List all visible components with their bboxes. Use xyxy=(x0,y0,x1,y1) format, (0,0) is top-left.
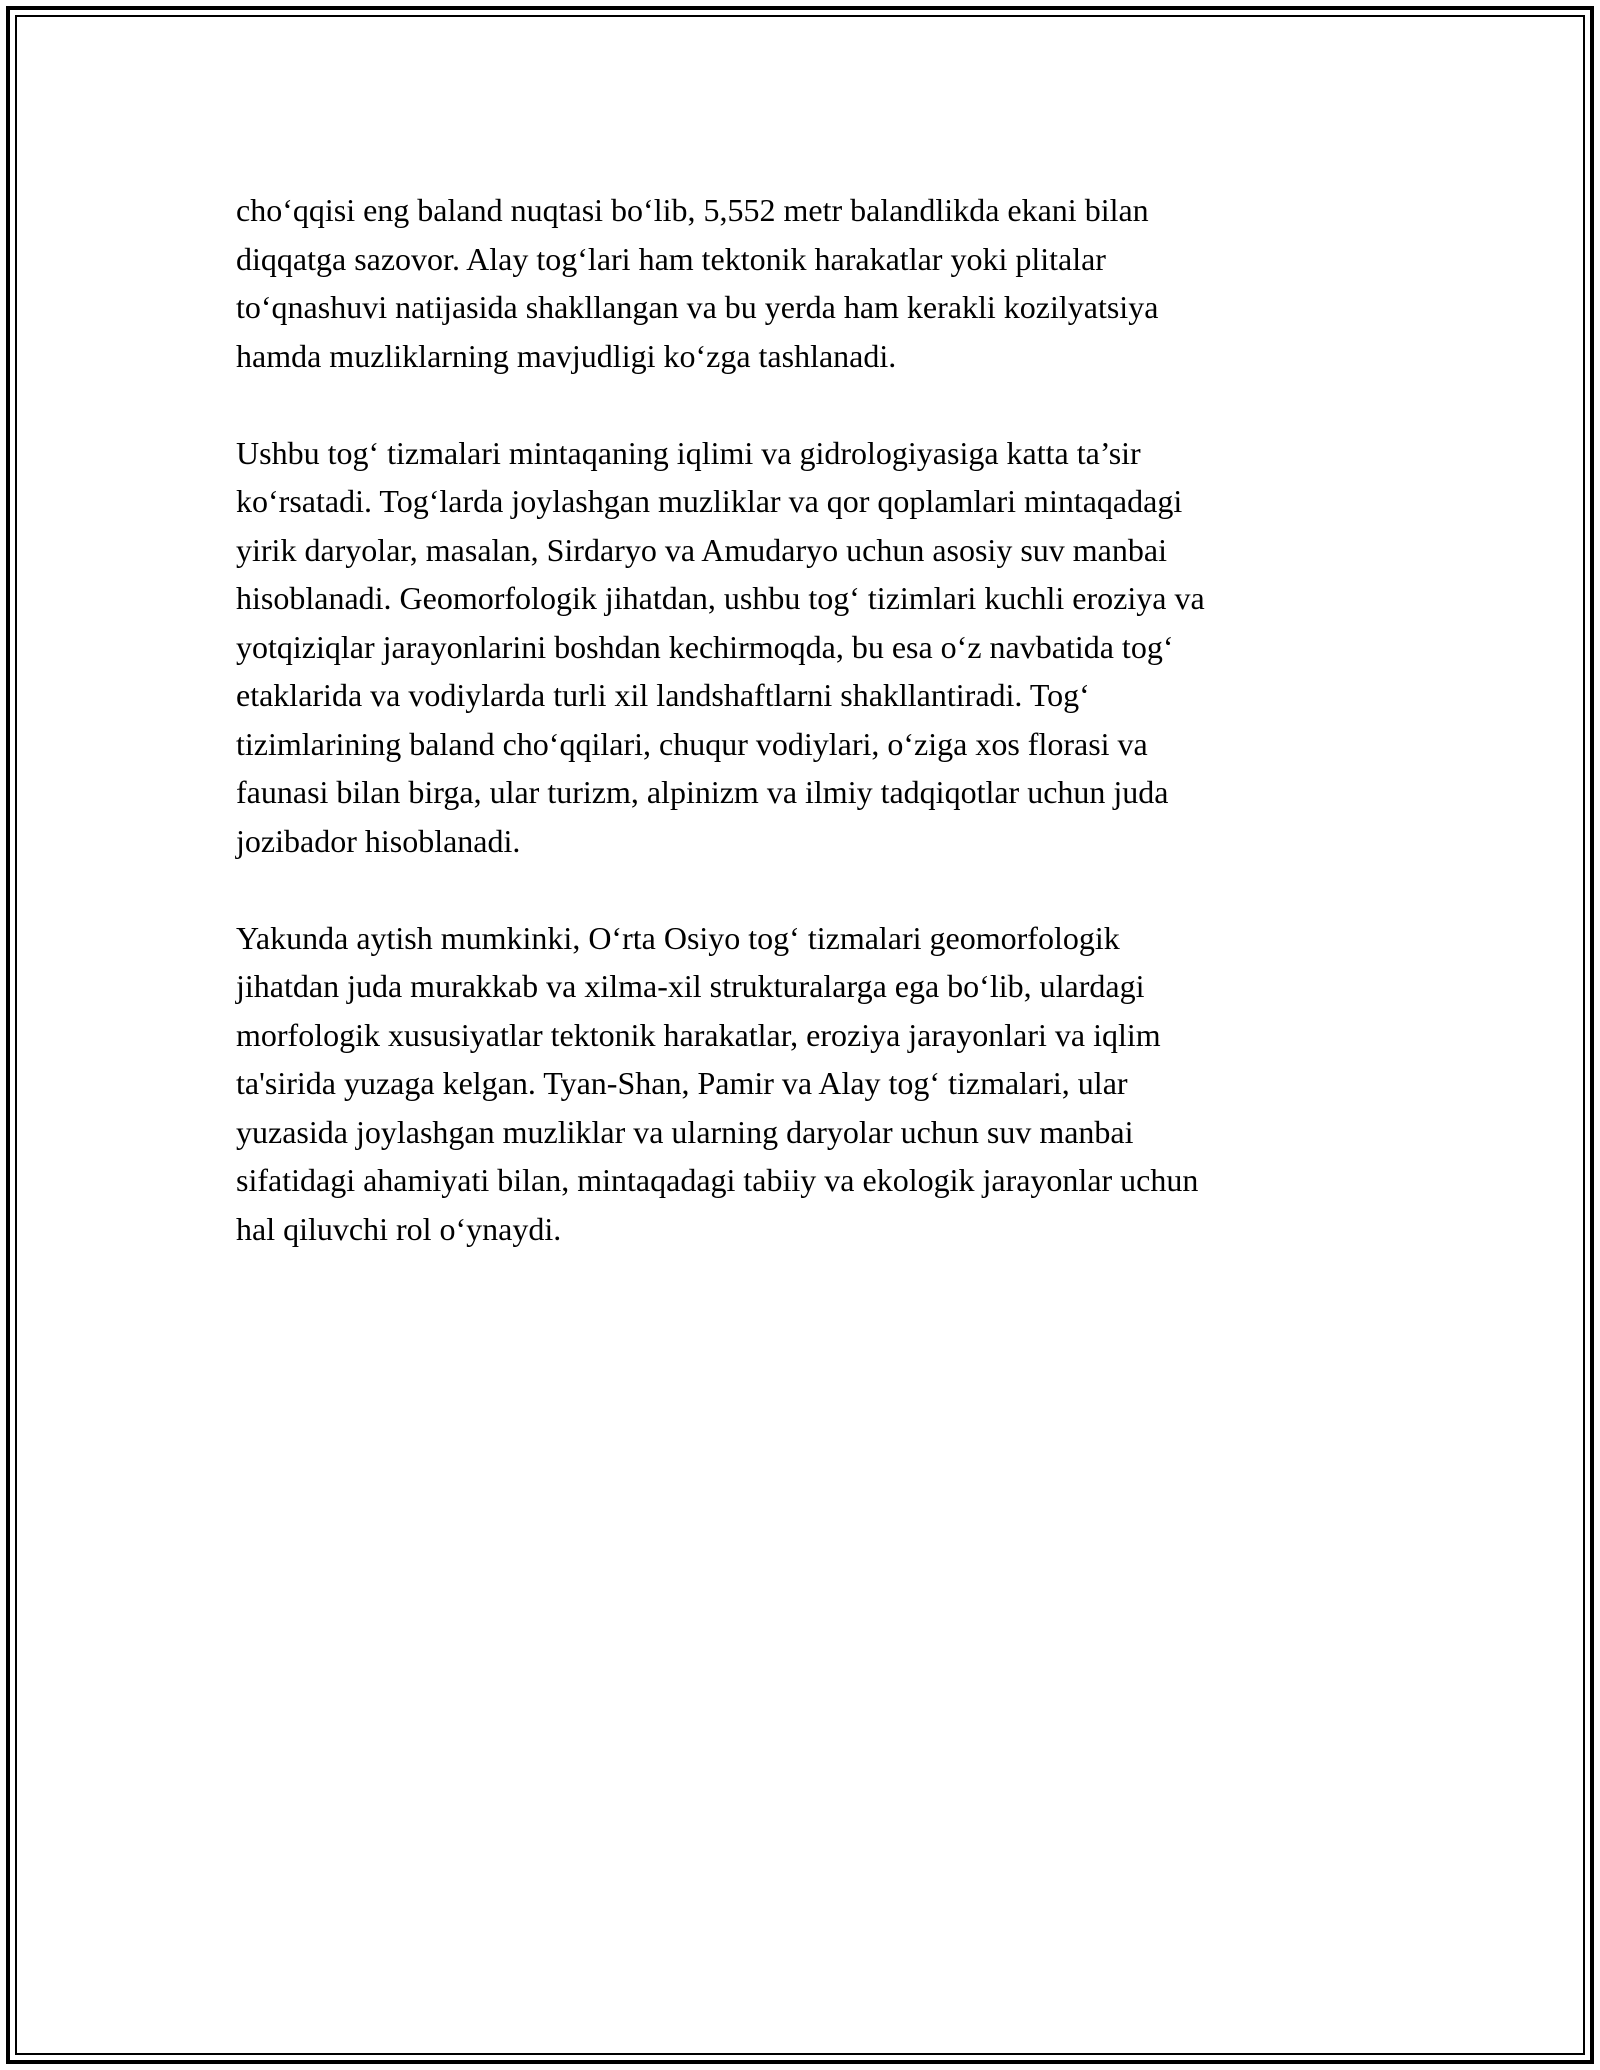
paragraph-2 xyxy=(236,429,1360,866)
text-line: ko‘rsatadi. Tog‘larda joylashgan muzliklar va qor qoplamlari mintaqadagi xyxy=(236,483,1183,519)
document-body xyxy=(236,186,1360,1253)
paragraph-1 xyxy=(236,186,1360,380)
text-line: faunasi bilan birga, ular turizm, alpinizm va ilmiy tadqiqotlar uchun juda xyxy=(236,774,1169,810)
text-line: hisoblanadi. Geomorfologik jihatdan, ushbu tog‘ tizimlari kuchli eroziya va xyxy=(236,580,1205,616)
text-line: Yakunda aytish mumkinki, O‘rta Osiyo tog‘ tizmalari geomorfologik xyxy=(236,919,1120,956)
text-line: tizimlarining baland cho‘qqilari, chuqur vodiylari, o‘ziga xos florasi va xyxy=(236,725,1148,762)
paragraph-3 xyxy=(236,914,1360,1254)
text-line: to‘qnashuvi natijasida shakllangan va bu yerda ham kerakli kozilyatsiya xyxy=(236,289,1159,325)
text-line: morfologik xususiyatlar tektonik harakatlar, eroziya jarayonlari va iqlim xyxy=(236,1016,1161,1053)
text-line: cho‘qqisi eng baland nuqtasi bo‘lib, 5,552 metr balandlikda ekani bilan xyxy=(236,192,1149,228)
text-line: yuzasida joylashgan muzliklar va ularning daryolar uchun suv manbai xyxy=(236,1113,1134,1150)
text-line: yirik daryolar, masalan, Sirdaryo va Amudaryo uchun asosiy suv manbai xyxy=(236,531,1167,568)
text-line: diqqatga sazovor. Alay tog‘lari ham tektonik harakatlar yoki plitalar xyxy=(236,240,1106,277)
text-line: hamda muzliklarning mavjudligi ko‘zga tashlanadi. xyxy=(236,337,897,374)
text-line: jozibador hisoblanadi. xyxy=(236,822,521,859)
text-line: yotqiziqlar jarayonlarini boshdan kechirmoqda, bu esa o‘z navbatida tog‘ xyxy=(236,628,1174,665)
text-line: sifatidagi ahamiyati bilan, mintaqadagi tabiiy va ekologik jarayonlar uchun xyxy=(236,1162,1199,1198)
text-line: etaklarida va vodiylarda turli xil landshaftlarni shakllantiradi. Tog‘ xyxy=(236,677,1090,713)
text-line: hal qiluvchi rol o‘ynaydi. xyxy=(236,1210,562,1247)
text-line: jihatdan juda murakkab va xilma-xil strukturalarga ega bo‘lib, ulardagi xyxy=(236,968,1145,1004)
text-line: Ushbu tog‘ tizmalari mintaqaning iqlimi va gidrologiyasiga katta ta’sir xyxy=(236,434,1141,471)
text-line: ta'sirida yuzaga kelgan. Tyan-Shan, Pamir va Alay tog‘ tizmalari, ular xyxy=(236,1065,1128,1101)
